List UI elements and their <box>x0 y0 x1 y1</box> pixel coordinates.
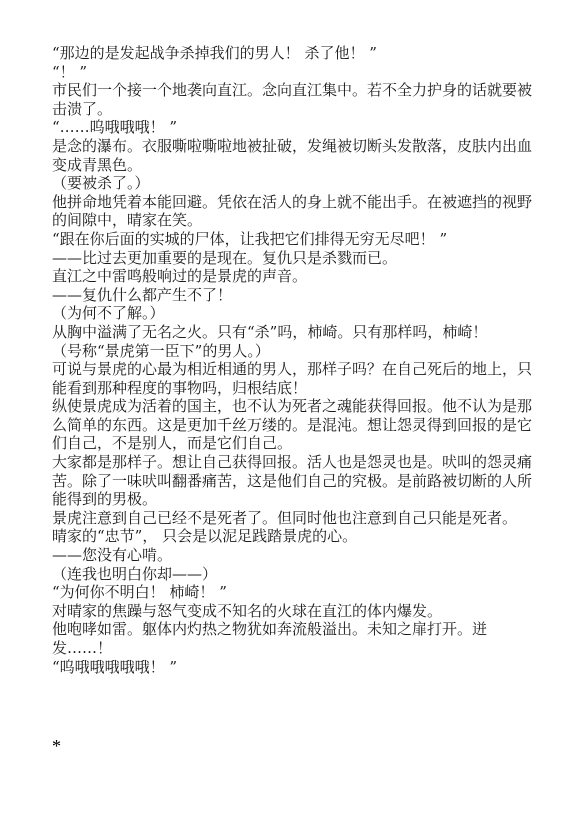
text-paragraph: ——您没有心啃。 <box>52 546 173 565</box>
text-paragraph: “！ ” <box>52 62 88 81</box>
text-paragraph: “那边的是发起战争杀掉我们的男人！ 杀了他！ ” <box>52 44 377 62</box>
text-paragraph: 市民们一个接一个地袭向直江。念向直江集中。若不全力护身的话就要被击溃了。 <box>52 81 533 118</box>
text-paragraph: 直江之中雷鸣般响过的是景虎的声音。 <box>52 267 308 286</box>
text-paragraph: 纵使景虎成为活着的国主，也不认为死者之魂能获得回报。他不认为是那么简单的东西。这是更加千丝万缕的。是混沌。想让怨灵得到回报的是它们自己，不是别人，而是它们自己。 <box>52 397 533 453</box>
text-paragraph: 可说与景虎的心最为相近相通的男人，那样子吗？在自己死后的地上，只能看到那种程度的事物吗，归根结底！ <box>52 360 533 397</box>
text-paragraph: ——复仇什么都产生不了！ <box>52 285 233 304</box>
text-paragraph: “……呜哦哦哦！ ” <box>52 118 178 137</box>
text-paragraph: ——比过去更加重要的是现在。复仇只是杀戮而已。 <box>52 248 398 267</box>
text-paragraph: 从胸中溢满了无名之火。只有“杀”吗，柿崎。只有那样吗，柿崎！ <box>52 322 488 341</box>
text-paragraph: “为何你不明白！ 柿崎！ ” <box>52 583 227 602</box>
text-paragraph: 晴家的“忠节”， 只会是以泥足践踏景虎的心。 <box>52 527 358 546</box>
text-paragraph: “呜哦哦哦哦哦！ ” <box>52 657 178 676</box>
text-paragraph: （要被杀了。） <box>52 174 150 193</box>
text-paragraph: 对晴家的焦躁与怒气变成不知名的火球在直江的体内爆发。 <box>52 601 443 620</box>
section-break-mark: * <box>52 736 61 756</box>
text-paragraph: 是念的瀑布。衣服嘶啦嘶啦地被扯破，发绳被切断头发散落，皮肤内出血变成青黑色。 <box>52 136 533 174</box>
text-paragraph: （连我也明白你却——） <box>52 564 218 583</box>
text-paragraph: （号称“景虎第一臣下”的男人。） <box>52 341 270 360</box>
text-paragraph: 他咆哮如雷。躯体内灼热之物犹如奔流般溢出。未知之扉打开。迸发……！ <box>52 620 488 657</box>
text-paragraph: 大家都是那样子。想让自己获得回报。活人也是怨灵也是。吠叫的怨灵痛苦。除了一味吠叫翻番痛苦，这是他们自己的究极。是前路被切断的人所能得到的男极。 <box>52 453 533 509</box>
text-paragraph: （为何不了解。） <box>52 304 165 323</box>
text-paragraph: 景虎注意到自己已经不是死者了。但同时他也注意到自己只能是死者。 <box>52 508 518 527</box>
text-paragraph: “跟在你后面的实城的尸体，让我把它们排得无穷无尽吧！ ” <box>52 229 448 248</box>
text-paragraph: 他拼命地凭着本能回避。凭依在活人的身上就不能出手。在被遮挡的视野的间隙中，晴家在笑。 <box>52 192 533 230</box>
